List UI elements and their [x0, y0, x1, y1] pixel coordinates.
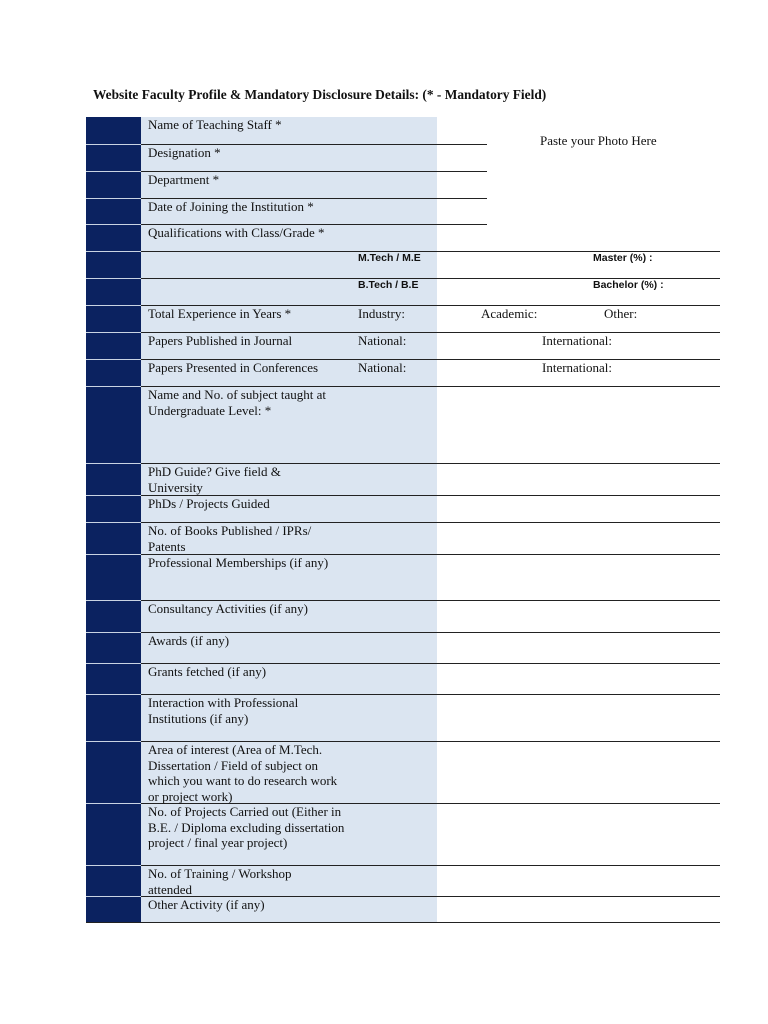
master-percent-label: Master (%) :: [593, 252, 653, 264]
label-training: [148, 866, 348, 897]
label-books-published: [148, 523, 348, 554]
label-papers-conferences: Papers Presented in Conferences: [148, 360, 319, 375]
label-papers-journal: Papers Published in Journal: [148, 333, 293, 348]
label-phds-guided: PhDs / Projects Guided: [148, 496, 270, 511]
label-projects-carried-text: No. of Projects Carried out (Either in B.E. / Diploma excluding dissertation project / final year project): [148, 804, 345, 851]
label-phd-guide: [148, 464, 348, 495]
journal-national: National:: [358, 333, 407, 348]
journal-international: International:: [542, 333, 613, 348]
label-area-of-interest-text: Area of interest (Area of M.Tech. Dissertation / Field of subject on which you want to do research work or project work): [148, 742, 338, 804]
experience-other: Other:: [604, 306, 638, 321]
photo-placeholder[interactable]: Paste your Photo Here: [540, 133, 657, 148]
label-grants: Grants fetched (if any): [148, 664, 267, 679]
bachelor-percent-label: Bachelor (%) :: [593, 279, 664, 291]
form-title: Website Faculty Profile & Mandatory Disclosure Details: (* - Mandatory Field): [93, 87, 547, 102]
label-books-published-text: No. of Books Published / IPRs/ Patents: [148, 523, 312, 554]
label-name: Name of Teaching Staff *: [148, 117, 282, 132]
row-divider: [86, 922, 720, 923]
label-other-activity: Other Activity (if any): [148, 897, 265, 912]
conference-international: International:: [542, 360, 613, 375]
label-phd-guide-text: PhD Guide? Give field & University: [148, 464, 281, 495]
experience-industry: Industry:: [358, 306, 405, 321]
label-consultancy: Consultancy Activities (if any): [148, 601, 308, 616]
label-subjects-taught: [148, 387, 348, 418]
label-designation: Designation *: [148, 145, 221, 160]
label-professional-memberships: Professional Memberships (if any): [148, 555, 329, 570]
label-training-text: No. of Training / Workshop attended: [148, 866, 292, 897]
experience-academic: Academic:: [481, 306, 538, 321]
label-area-of-interest: [148, 742, 348, 804]
faculty-profile-form: [86, 117, 720, 923]
conference-national: National:: [358, 360, 407, 375]
mtech-label: M.Tech / M.E: [358, 252, 421, 264]
label-date-of-joining: Date of Joining the Institution *: [148, 199, 314, 214]
label-projects-carried: [148, 804, 348, 851]
label-total-experience: Total Experience in Years *: [148, 306, 292, 321]
label-interaction: [148, 695, 348, 726]
label-awards: Awards (if any): [148, 633, 230, 648]
label-subjects-taught-text: Name and No. of subject taught at Undergraduate Level: *: [148, 387, 326, 418]
btech-label: B.Tech / B.E: [358, 279, 419, 291]
label-qualifications: Qualifications with Class/Grade *: [148, 225, 325, 240]
label-department: Department *: [148, 172, 220, 187]
label-interaction-text: Interaction with Professional Institutions (if any): [148, 695, 299, 726]
